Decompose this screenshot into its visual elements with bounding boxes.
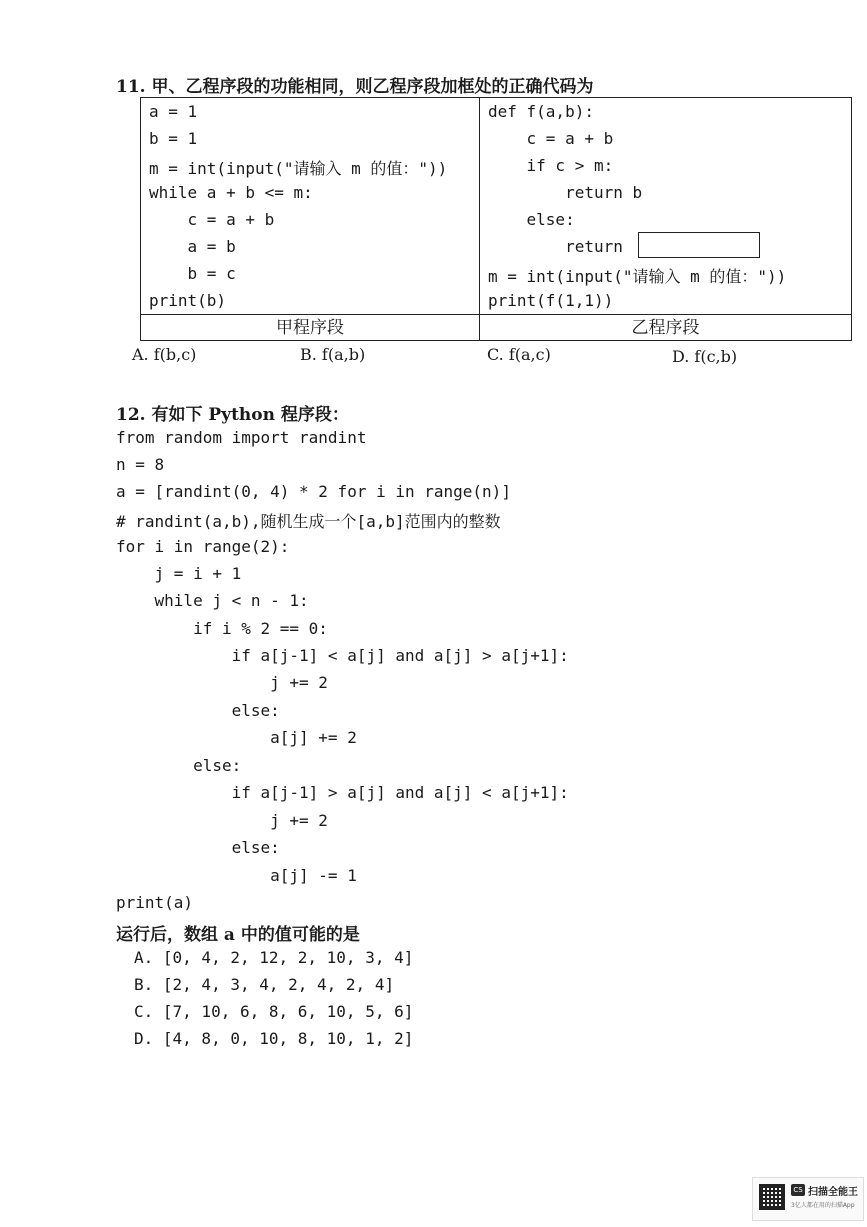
q12-question: 运行后，数组 a 中的值可能的是	[116, 925, 360, 945]
q12-code-line: else:	[116, 838, 280, 857]
q12-code-line: if a[j-1] > a[j] and a[j] < a[j+1]:	[116, 783, 569, 802]
scanner-app-name: 扫描全能王	[808, 1187, 858, 1198]
q12-code-line: # randint(a,b),随机生成一个[a,b]范围内的整数	[116, 512, 501, 531]
left-code-line: b = c	[149, 264, 236, 283]
q12-option-b: B. [2, 4, 3, 4, 2, 4, 2, 4]	[134, 975, 395, 994]
q12-code-line: for i in range(2):	[116, 537, 290, 556]
left-code-line: m = int(input("请输入 m 的值："))	[149, 159, 448, 178]
code-comparison-table	[140, 97, 852, 341]
right-code-line: m = int(input("请输入 m 的值："))	[488, 267, 787, 286]
q12-option-d: D. [4, 8, 0, 10, 8, 10, 1, 2]	[134, 1029, 414, 1048]
answer-blank-box	[638, 232, 760, 258]
question-12-title: 12. 有如下 Python 程序段：	[116, 405, 349, 425]
table-column-divider	[479, 98, 480, 340]
q12-code-line: a = [randint(0, 4) * 2 for i in range(n)]	[116, 482, 511, 501]
q12-code-line: if i % 2 == 0:	[116, 619, 328, 638]
q11-option-d: D. f(c,b)	[672, 347, 738, 366]
scanner-watermark	[752, 1177, 864, 1221]
right-code-line: return	[488, 237, 623, 256]
left-code-line: b = 1	[149, 129, 198, 148]
q12-code-line: print(a)	[116, 893, 194, 912]
left-code-line: a = 1	[149, 102, 198, 121]
q12-code-line: else:	[116, 701, 280, 720]
qr-code-icon	[759, 1184, 785, 1210]
q12-code-line: j += 2	[116, 811, 328, 830]
right-code-line: if c > m:	[488, 156, 614, 175]
left-code-line: a = b	[149, 237, 236, 256]
left-column-label: 甲程序段	[276, 318, 344, 338]
q12-code-line: from random import randint	[116, 428, 367, 447]
q12-code-line: a[j] -= 1	[116, 866, 357, 885]
q12-code-line: n = 8	[116, 455, 165, 474]
q12-code-line: a[j] += 2	[116, 728, 357, 747]
q12-code-line: while j < n - 1:	[116, 591, 309, 610]
left-code-line: while a + b <= m:	[149, 183, 313, 202]
q12-code-line: else:	[116, 756, 242, 775]
right-code-line: print(f(1,1))	[488, 291, 614, 310]
left-code-line: c = a + b	[149, 210, 275, 229]
right-code-line: return b	[488, 183, 643, 202]
cs-logo: CS	[791, 1184, 805, 1196]
q12-code-line: j = i + 1	[116, 564, 242, 583]
q11-option-b: B. f(a,b)	[300, 345, 366, 364]
q12-option-a: A. [0, 4, 2, 12, 2, 10, 3, 4]	[134, 948, 414, 967]
question-11-title: 11. 甲、乙程序段的功能相同，则乙程序段加框处的正确代码为	[116, 77, 594, 97]
right-column-label: 乙程序段	[631, 318, 700, 338]
table-row-divider	[141, 314, 851, 315]
q12-code-line: if a[j-1] < a[j] and a[j] > a[j+1]:	[116, 646, 569, 665]
q11-option-c: C. f(a,c)	[487, 345, 551, 364]
right-code-line: c = a + b	[488, 129, 614, 148]
right-code-line: else:	[488, 210, 575, 229]
q11-option-a: A. f(b,c)	[132, 345, 197, 364]
q12-option-c: C. [7, 10, 6, 8, 6, 10, 5, 6]	[134, 1002, 414, 1021]
q12-code-line: j += 2	[116, 673, 328, 692]
right-code-line: def f(a,b):	[488, 102, 594, 121]
scanner-app-tagline: 3亿人都在用的扫描App	[791, 1202, 855, 1209]
left-code-line: print(b)	[149, 291, 227, 310]
